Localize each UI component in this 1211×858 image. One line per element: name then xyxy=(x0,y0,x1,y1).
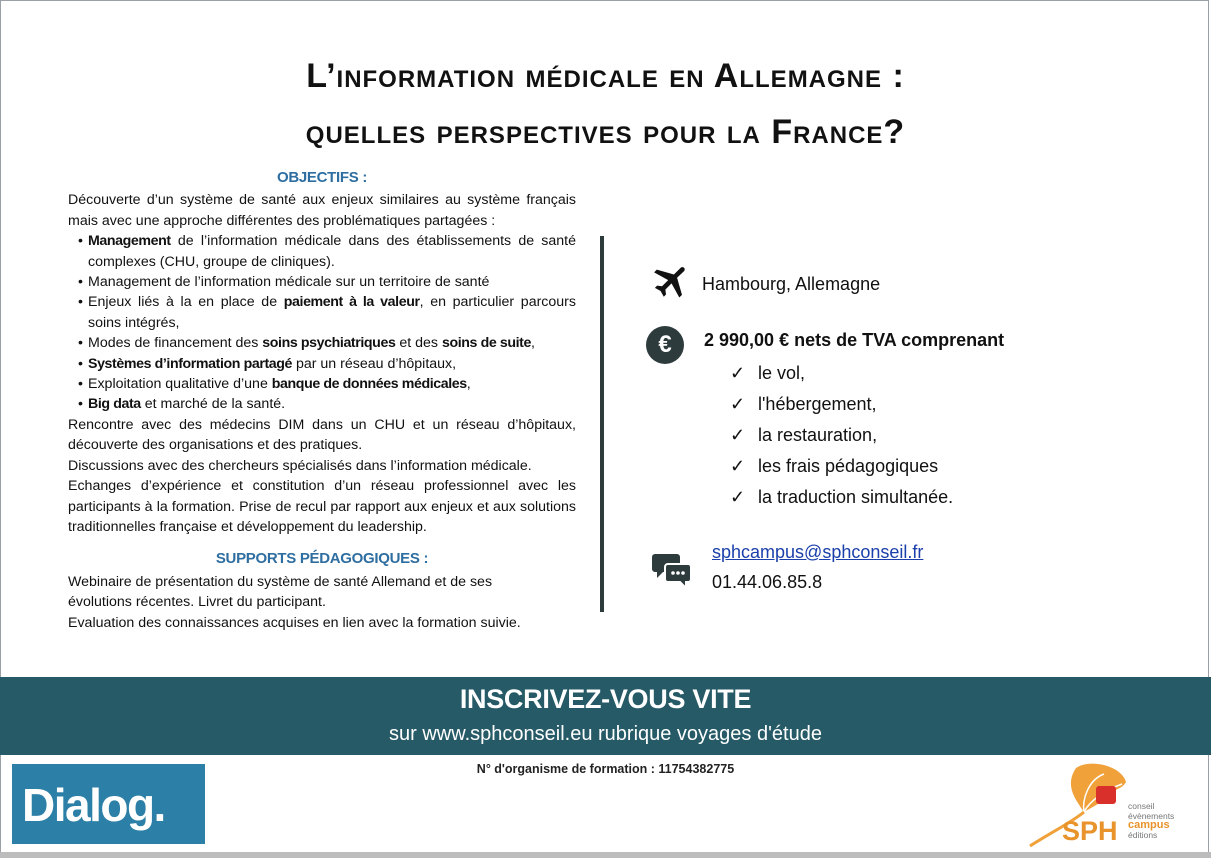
title-line-1: L’information médicale en Allemagne : xyxy=(306,57,905,95)
supports-section xyxy=(68,549,576,633)
bullet-bold: paiement à la valeur xyxy=(283,294,420,311)
page-bottom-edge xyxy=(0,852,1211,858)
bullet-text: et marché de la santé. xyxy=(140,396,286,413)
bullet-text: par un réseau d’hôpitaux, xyxy=(292,355,457,372)
location-text: Hambourg, Allemagne xyxy=(702,274,881,294)
list-item xyxy=(68,292,576,333)
column-divider xyxy=(600,236,604,612)
bullet-text: , en particulier parcours soins intégrés, xyxy=(88,294,577,331)
bullet-bold: banque de données médicales xyxy=(271,376,467,393)
includes-list xyxy=(730,358,953,513)
title-line-2: quelles perspectives pour la France? xyxy=(305,113,906,151)
bullet-bold: Management xyxy=(88,233,171,250)
list-item xyxy=(68,374,576,394)
banner-subtitle[interactable]: sur www.sphconseil.eu rubrique voyages d'étude xyxy=(389,723,822,745)
objectifs-list xyxy=(68,231,576,415)
sph-line: évènements xyxy=(1128,810,1175,821)
banner-title: INSCRIVEZ-VOUS VITE xyxy=(459,684,752,714)
sph-line: conseil xyxy=(1128,801,1155,811)
list-item xyxy=(730,420,953,451)
list-item xyxy=(68,333,576,353)
objectifs-intro: Découverte d’un système de santé aux enjeux similaires au système français mais avec une approche différentes des problématiques partagées : xyxy=(68,192,576,229)
bullet-text: Exploitation qualitative d’une xyxy=(88,376,272,393)
sph-logo-lines xyxy=(1128,802,1174,840)
include-text: la traduction simultanée. xyxy=(758,487,954,507)
bullet-bold: soins psychiatriques xyxy=(262,335,396,352)
email-link[interactable]: sphcampus@sphconseil.fr xyxy=(712,542,924,562)
sph-line: campus xyxy=(1128,819,1170,832)
list-item xyxy=(68,354,576,374)
bullet-bold: soins de suite xyxy=(441,335,531,352)
objectifs-para-3: Echanges d’expérience et constitution d’un réseau professionnel avec les participants à la formation. Prise de recul par rapport aux enjeux et aux solutions traditionnelles française et développement du leadership. xyxy=(68,478,576,535)
supports-text-1: Webinaire de présentation du système de santé Allemand et de ses évolutions récentes. Livret du participant. xyxy=(68,573,493,611)
sph-logo xyxy=(1024,760,1194,852)
check-icon: ✓ xyxy=(730,425,746,445)
bullet-text: Modes de financement des xyxy=(88,335,263,352)
check-icon: ✓ xyxy=(730,487,746,507)
bullet-text: Enjeux liés à la en place de xyxy=(88,294,284,311)
list-item xyxy=(730,451,953,482)
bullet-text: de l’information médicale dans des établissements de santé complexes (CHU, groupe de cliniques). xyxy=(88,233,576,270)
list-item xyxy=(730,389,953,420)
phone-number: 01.44.06.85.8 xyxy=(712,572,823,592)
bullet-text: , xyxy=(466,376,471,393)
signup-banner xyxy=(0,677,1211,755)
objectifs-heading: OBJECTIFS : xyxy=(276,169,368,186)
supports-heading: SUPPORTS PÉDAGOGIQUES : xyxy=(215,550,429,568)
objectifs-para-2: Discussions avec des chercheurs spécialisés dans l’information médicale. xyxy=(68,457,532,474)
chat-icon xyxy=(652,550,692,590)
price-text: 2 990,00 € nets de TVA comprenant xyxy=(704,330,1005,350)
euro-icon: € xyxy=(646,326,684,364)
bullet-text: , xyxy=(531,335,535,352)
objectives-column xyxy=(68,168,576,633)
plane-icon xyxy=(650,266,688,304)
list-item xyxy=(68,394,576,414)
include-text: la restauration, xyxy=(758,425,878,445)
include-text: l'hébergement, xyxy=(758,394,877,414)
list-item xyxy=(68,231,576,272)
include-text: le vol, xyxy=(758,363,806,383)
sph-logo-name: SPH xyxy=(1062,816,1118,846)
bullet-bold: Systèmes d’information partagé xyxy=(88,355,293,372)
include-text: les frais pédagogiques xyxy=(758,456,939,476)
organisation-number: N° d'organisme de formation : 11754382775 xyxy=(476,762,735,776)
bullet-bold: Big data xyxy=(88,396,141,413)
check-icon: ✓ xyxy=(730,363,746,383)
list-item xyxy=(730,482,953,513)
check-icon: ✓ xyxy=(730,394,746,414)
bullet-text: et des xyxy=(395,335,442,352)
supports-text-2: Evaluation des connaissances acquises en lien avec la formation suivie. xyxy=(68,614,521,631)
list-item xyxy=(68,272,576,292)
bullet-text: Management de l’information médicale sur un territoire de santé xyxy=(88,274,490,291)
dialog-logo xyxy=(12,764,205,844)
check-icon: ✓ xyxy=(730,456,746,476)
objectifs-para-1: Rencontre avec des médecins DIM dans un CHU et un réseau d’hôpitaux, découverte des organisations et des pratiques. xyxy=(68,416,576,454)
list-item xyxy=(730,358,953,389)
page-title xyxy=(0,48,1211,160)
dialog-logo-text: Dialog. xyxy=(22,779,165,831)
sph-line: éditions xyxy=(1128,829,1158,840)
